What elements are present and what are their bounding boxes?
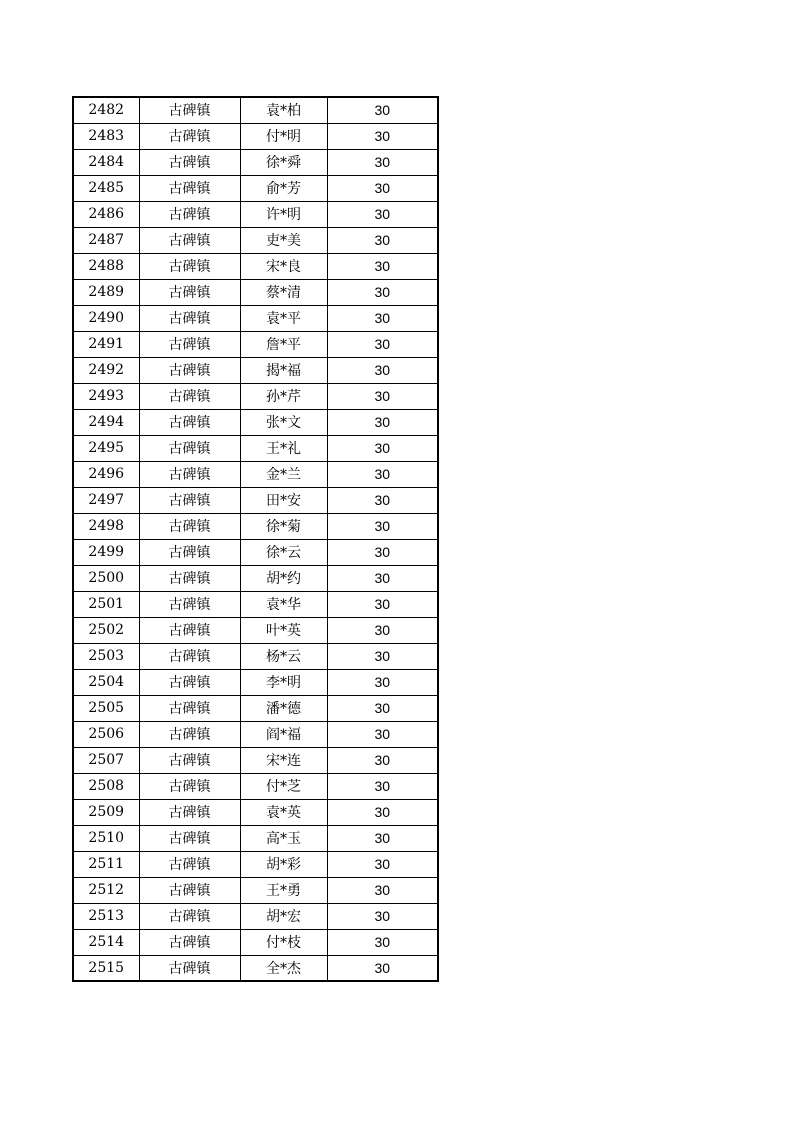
- amount-cell: 30: [327, 305, 438, 331]
- town-cell: 古碑镇: [139, 591, 240, 617]
- row-number-cell: 2497: [73, 487, 139, 513]
- name-cell: 付*枝: [240, 929, 327, 955]
- name-cell: 高*玉: [240, 825, 327, 851]
- row-number-cell: 2512: [73, 877, 139, 903]
- name-cell: 宋*良: [240, 253, 327, 279]
- name-cell: 胡*宏: [240, 903, 327, 929]
- amount-cell: 30: [327, 253, 438, 279]
- name-cell: 潘*德: [240, 695, 327, 721]
- amount-cell: 30: [327, 201, 438, 227]
- row-number-cell: 2500: [73, 565, 139, 591]
- table-row: [73, 383, 438, 409]
- amount-cell: 30: [327, 825, 438, 851]
- name-cell: 金*兰: [240, 461, 327, 487]
- row-number-cell: 2491: [73, 331, 139, 357]
- name-cell: 胡*彩: [240, 851, 327, 877]
- town-cell: 古碑镇: [139, 799, 240, 825]
- name-cell: 吏*美: [240, 227, 327, 253]
- name-cell: 杨*云: [240, 643, 327, 669]
- town-cell: 古碑镇: [139, 565, 240, 591]
- row-number-cell: 2495: [73, 435, 139, 461]
- name-cell: 俞*芳: [240, 175, 327, 201]
- town-cell: 古碑镇: [139, 903, 240, 929]
- town-cell: 古碑镇: [139, 279, 240, 305]
- row-number-cell: 2502: [73, 617, 139, 643]
- table-row: [73, 435, 438, 461]
- table-row: [73, 97, 438, 123]
- row-number-cell: 2485: [73, 175, 139, 201]
- name-cell: 许*明: [240, 201, 327, 227]
- amount-cell: 30: [327, 409, 438, 435]
- amount-cell: 30: [327, 513, 438, 539]
- table-row: [73, 721, 438, 747]
- amount-cell: 30: [327, 331, 438, 357]
- table-row: [73, 643, 438, 669]
- amount-cell: 30: [327, 565, 438, 591]
- table-row: [73, 201, 438, 227]
- table-row: [73, 565, 438, 591]
- row-number-cell: 2496: [73, 461, 139, 487]
- amount-cell: 30: [327, 279, 438, 305]
- amount-cell: 30: [327, 721, 438, 747]
- table-row: [73, 487, 438, 513]
- amount-cell: 30: [327, 877, 438, 903]
- row-number-cell: 2505: [73, 695, 139, 721]
- amount-cell: 30: [327, 461, 438, 487]
- town-cell: 古碑镇: [139, 773, 240, 799]
- town-cell: 古碑镇: [139, 513, 240, 539]
- name-cell: 全*杰: [240, 955, 327, 981]
- town-cell: 古碑镇: [139, 617, 240, 643]
- row-number-cell: 2504: [73, 669, 139, 695]
- name-cell: 王*礼: [240, 435, 327, 461]
- table-row: [73, 539, 438, 565]
- name-cell: 王*勇: [240, 877, 327, 903]
- row-number-cell: 2507: [73, 747, 139, 773]
- table-row: [73, 747, 438, 773]
- row-number-cell: 2498: [73, 513, 139, 539]
- row-number-cell: 2494: [73, 409, 139, 435]
- name-cell: 胡*约: [240, 565, 327, 591]
- row-number-cell: 2482: [73, 97, 139, 123]
- town-cell: 古碑镇: [139, 97, 240, 123]
- row-number-cell: 2489: [73, 279, 139, 305]
- town-cell: 古碑镇: [139, 955, 240, 981]
- town-cell: 古碑镇: [139, 409, 240, 435]
- amount-cell: 30: [327, 669, 438, 695]
- table-row: [73, 825, 438, 851]
- name-cell: 袁*柏: [240, 97, 327, 123]
- town-cell: 古碑镇: [139, 123, 240, 149]
- amount-cell: 30: [327, 175, 438, 201]
- name-cell: 张*文: [240, 409, 327, 435]
- row-number-cell: 2511: [73, 851, 139, 877]
- row-number-cell: 2513: [73, 903, 139, 929]
- town-cell: 古碑镇: [139, 877, 240, 903]
- table-row: [73, 357, 438, 383]
- amount-cell: 30: [327, 123, 438, 149]
- town-cell: 古碑镇: [139, 253, 240, 279]
- table-row: [73, 955, 438, 981]
- table-row: [73, 591, 438, 617]
- name-cell: 袁*华: [240, 591, 327, 617]
- row-number-cell: 2510: [73, 825, 139, 851]
- row-number-cell: 2515: [73, 955, 139, 981]
- town-cell: 古碑镇: [139, 357, 240, 383]
- town-cell: 古碑镇: [139, 487, 240, 513]
- amount-cell: 30: [327, 955, 438, 981]
- table-row: [73, 903, 438, 929]
- town-cell: 古碑镇: [139, 435, 240, 461]
- town-cell: 古碑镇: [139, 331, 240, 357]
- amount-cell: 30: [327, 903, 438, 929]
- table-row: [73, 799, 438, 825]
- row-number-cell: 2514: [73, 929, 139, 955]
- amount-cell: 30: [327, 643, 438, 669]
- town-cell: 古碑镇: [139, 721, 240, 747]
- table-row: [73, 877, 438, 903]
- amount-cell: 30: [327, 539, 438, 565]
- row-number-cell: 2509: [73, 799, 139, 825]
- row-number-cell: 2488: [73, 253, 139, 279]
- table-row: [73, 695, 438, 721]
- town-cell: 古碑镇: [139, 695, 240, 721]
- name-cell: 李*明: [240, 669, 327, 695]
- town-cell: 古碑镇: [139, 149, 240, 175]
- town-cell: 古碑镇: [139, 851, 240, 877]
- amount-cell: 30: [327, 97, 438, 123]
- name-cell: 徐*舜: [240, 149, 327, 175]
- amount-cell: 30: [327, 851, 438, 877]
- amount-cell: 30: [327, 799, 438, 825]
- amount-cell: 30: [327, 929, 438, 955]
- name-cell: 田*安: [240, 487, 327, 513]
- amount-cell: 30: [327, 747, 438, 773]
- name-cell: 袁*英: [240, 799, 327, 825]
- town-cell: 古碑镇: [139, 201, 240, 227]
- amount-cell: 30: [327, 773, 438, 799]
- table-row: [73, 929, 438, 955]
- amount-cell: 30: [327, 227, 438, 253]
- name-cell: 揭*福: [240, 357, 327, 383]
- name-cell: 孙*芹: [240, 383, 327, 409]
- row-number-cell: 2490: [73, 305, 139, 331]
- table-body: [73, 97, 438, 981]
- row-number-cell: 2493: [73, 383, 139, 409]
- name-cell: 詹*平: [240, 331, 327, 357]
- amount-cell: 30: [327, 695, 438, 721]
- town-cell: 古碑镇: [139, 643, 240, 669]
- town-cell: 古碑镇: [139, 227, 240, 253]
- name-cell: 宋*连: [240, 747, 327, 773]
- name-cell: 付*芝: [240, 773, 327, 799]
- amount-cell: 30: [327, 617, 438, 643]
- name-cell: 叶*英: [240, 617, 327, 643]
- amount-cell: 30: [327, 357, 438, 383]
- town-cell: 古碑镇: [139, 825, 240, 851]
- name-cell: 徐*云: [240, 539, 327, 565]
- row-number-cell: 2499: [73, 539, 139, 565]
- table-row: [73, 513, 438, 539]
- amount-cell: 30: [327, 149, 438, 175]
- table-row: [73, 253, 438, 279]
- name-cell: 阎*福: [240, 721, 327, 747]
- name-cell: 徐*菊: [240, 513, 327, 539]
- row-number-cell: 2486: [73, 201, 139, 227]
- town-cell: 古碑镇: [139, 175, 240, 201]
- town-cell: 古碑镇: [139, 305, 240, 331]
- name-cell: 付*明: [240, 123, 327, 149]
- table-row: [73, 461, 438, 487]
- data-table: [72, 96, 439, 982]
- table-row: [73, 773, 438, 799]
- amount-cell: 30: [327, 487, 438, 513]
- amount-cell: 30: [327, 435, 438, 461]
- row-number-cell: 2483: [73, 123, 139, 149]
- row-number-cell: 2506: [73, 721, 139, 747]
- name-cell: 蔡*清: [240, 279, 327, 305]
- town-cell: 古碑镇: [139, 929, 240, 955]
- table-row: [73, 305, 438, 331]
- amount-cell: 30: [327, 383, 438, 409]
- row-number-cell: 2484: [73, 149, 139, 175]
- table-row: [73, 149, 438, 175]
- row-number-cell: 2503: [73, 643, 139, 669]
- town-cell: 古碑镇: [139, 383, 240, 409]
- name-cell: 袁*平: [240, 305, 327, 331]
- row-number-cell: 2501: [73, 591, 139, 617]
- table-row: [73, 175, 438, 201]
- amount-cell: 30: [327, 591, 438, 617]
- table-row: [73, 227, 438, 253]
- table-row: [73, 123, 438, 149]
- town-cell: 古碑镇: [139, 461, 240, 487]
- row-number-cell: 2508: [73, 773, 139, 799]
- town-cell: 古碑镇: [139, 539, 240, 565]
- table-row: [73, 409, 438, 435]
- table-row: [73, 851, 438, 877]
- table-row: [73, 617, 438, 643]
- town-cell: 古碑镇: [139, 669, 240, 695]
- table-row: [73, 669, 438, 695]
- town-cell: 古碑镇: [139, 747, 240, 773]
- table-row: [73, 331, 438, 357]
- table-row: [73, 279, 438, 305]
- row-number-cell: 2487: [73, 227, 139, 253]
- row-number-cell: 2492: [73, 357, 139, 383]
